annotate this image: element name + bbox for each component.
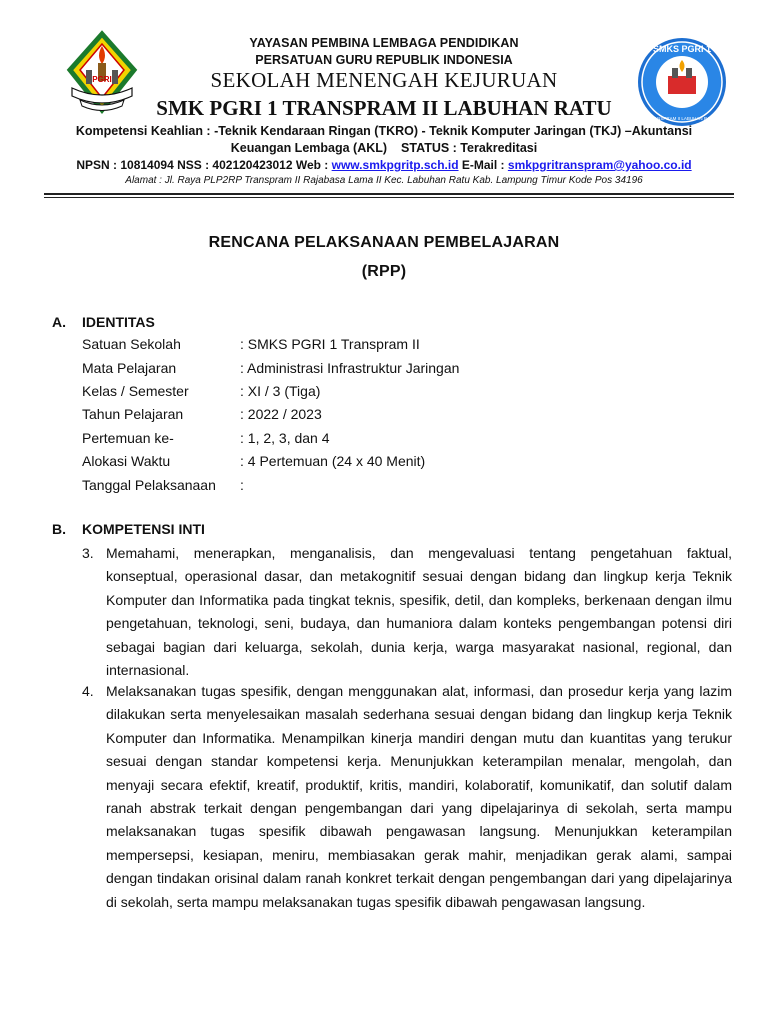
accreditation-status: STATUS : Terakreditasi: [401, 141, 538, 155]
svg-text:SMKS PGRI 1: SMKS PGRI 1: [652, 44, 712, 54]
npsn-nss: NPSN : 10814094 NSS : 402120423012 Web :: [76, 158, 332, 172]
identity-value: : SMKS PGRI 1 Transpram II: [240, 336, 420, 352]
item-number: 4.: [82, 683, 94, 699]
identity-value: :: [240, 477, 244, 493]
header-rule-thin: [44, 197, 734, 198]
identity-value: : XI / 3 (Tiga): [240, 383, 321, 399]
identity-label: Alokasi Waktu: [82, 453, 171, 469]
identity-label: Tahun Pelajaran: [82, 406, 184, 422]
item-number: 3.: [82, 545, 94, 561]
svg-text:PGRI: PGRI: [92, 75, 112, 84]
email-label: E-Mail :: [458, 158, 508, 172]
identity-value: : 4 Pertemuan (24 x 40 Menit): [240, 453, 426, 469]
identity-label: Kelas / Semester: [82, 383, 189, 399]
letterhead: [0, 0, 768, 200]
school-name: SMK PGRI 1 TRANSPRAM II LABUHAN RATU: [156, 96, 612, 120]
kompetensi-keahlian-line2: [0, 141, 768, 155]
section-letter: A.: [52, 314, 66, 330]
identity-value: : Administrasi Infrastruktur Jaringan: [240, 360, 460, 376]
identity-label: Pertemuan ke-: [82, 430, 174, 446]
school-address: Alamat : Jl. Raya PLP2RP Transpram II Rajabasa Lama II Kec. Labuhan Ratu Kab. Lampung Timur Kode Pos 34196: [125, 175, 643, 186]
kompetensi-keahlian-akl: Keuangan Lembaga (AKL): [230, 141, 388, 155]
section-title: KOMPETENSI INTI: [82, 521, 205, 537]
association-name: PERSATUAN GURU REPUBLIK INDONESIA: [255, 53, 513, 67]
email-link[interactable]: smkpgritranspram@yahoo.co.id: [507, 158, 692, 172]
section-letter: B.: [52, 521, 66, 537]
identity-value: : 1, 2, 3, dan 4: [240, 430, 330, 446]
item-text: Memahami, menerapkan, menganalisis, dan mengevaluasi tentang pengetahuan faktual, konseptual, operasional dasar, dan metakognitif sesuai dengan bidang dan lingkup kerja Teknik Komputer dan Informatika pada tingkat teknis, spesifik, detil, dan kompleks, berkenaan dengan ilmu pengetahuan, teknologi, seni, budaya, dan humaniora dalam konteks pengembangan potensi diri sebagai bagian dari keluarga, sekolah, dunia kerja, warga masyarakat nasional, regional, dan internasional.: [106, 545, 732, 679]
header-rule-thick: [44, 193, 734, 195]
identity-value: : 2022 / 2023: [240, 406, 322, 422]
contact-line: [0, 158, 768, 172]
foundation-name: YAYASAN PEMBINA LEMBAGA PENDIDIKAN: [249, 36, 519, 50]
identity-label: Tanggal Pelaksanaan: [82, 477, 216, 493]
svg-text:TRANSPRAM II LABUHAN RATU: TRANSPRAM II LABUHAN RATU: [648, 116, 716, 121]
section-title: IDENTITAS: [82, 314, 155, 330]
kompetensi-keahlian-line1: Kompetensi Keahlian : -Teknik Kendaraan Ringan (TKRO) - Teknik Komputer Jaringan (TKJ) –Akuntansi: [75, 124, 693, 138]
document-title: RENCANA PELAKSANAAN PEMBELAJARAN: [208, 234, 560, 251]
website-link[interactable]: www.smkpgritp.sch.id: [331, 158, 459, 172]
identity-label: Mata Pelajaran: [82, 360, 177, 376]
identity-label: Satuan Sekolah: [82, 336, 181, 352]
document-subtitle: (RPP): [361, 263, 407, 280]
item-text: Melaksanakan tugas spesifik, dengan menggunakan alat, informasi, dan prosedur kerja yang lazim dilakukan serta menyelesaikan masalah sederhana sesuai dengan bidang dan lingkup kerja Teknik Komputer dan Informatika. Menampilkan kinerja mandiri dengan mutu dan kuantitas yang terukur sesuai dengan standar kompetensi kerja. Menunjukkan keterampilan menalar, mengolah, dan menyaji secara efektif, kreatif, produktif, kritis, mandiri, kolaboratif, komunikatif, dan solutif dalam ranah abstrak terkait dengan pengembangan dari yang dipelajarinya di sekolah, serta mampu melaksanakan tugas spesifik dibawah pengawasan langsung. Menunjukkan keterampilan mempersepsi, kesiapan, meniru, membiasakan gerak mahir, menjadikan gerak alami, sampai dengan tindakan orisinal dalam ranah konkret terkait dengan pengembangan dari yang dipelajarinya di sekolah, serta mampu melaksanakan tugas spesifik dibawah pengawasan langsung.: [106, 683, 732, 910]
school-type: SEKOLAH MENENGAH KEJURUAN: [210, 68, 558, 92]
